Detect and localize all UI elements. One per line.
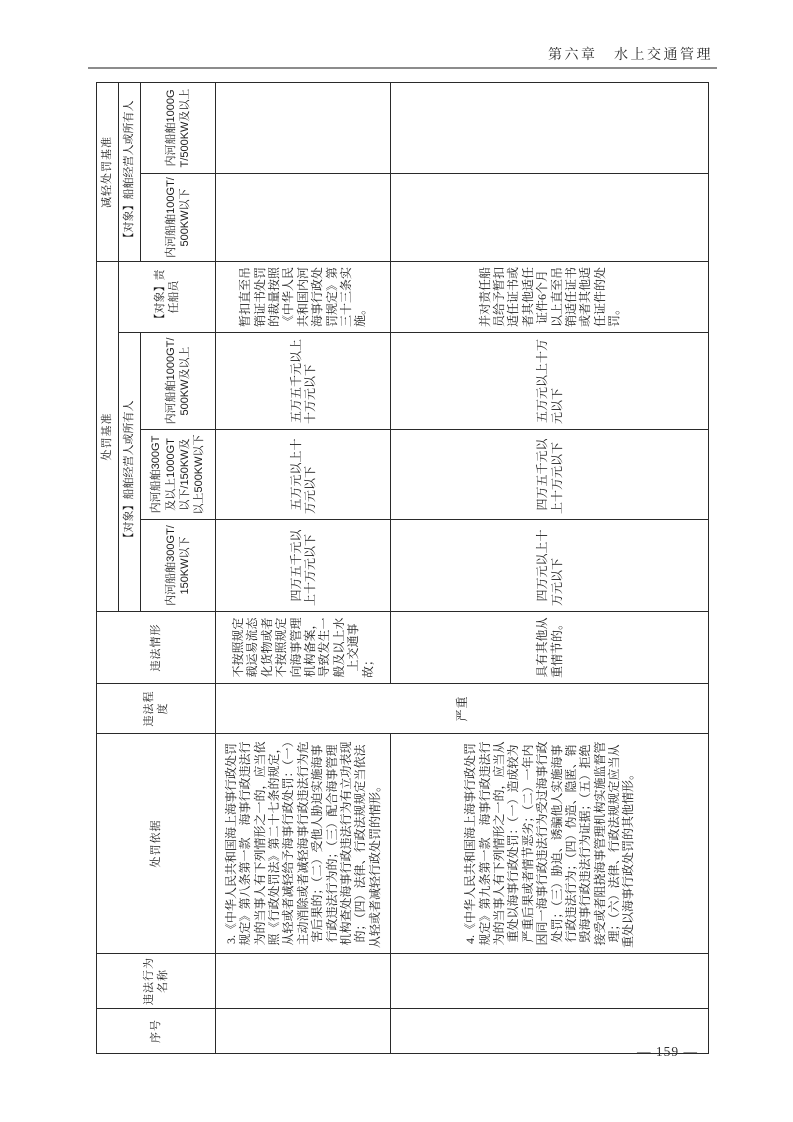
header-violation-circumstance: 违法情形 (97, 612, 216, 684)
header-penalty-basis: 处罚依据 (97, 734, 216, 954)
cell-fine-300-to-1000-r2: 四万五千元以上十万元以下 (391, 430, 709, 520)
cell-reduced-above-r2 (391, 83, 709, 174)
cell-fine-300-to-1000-r1: 五万元以上十万元以下 (216, 430, 391, 520)
header-violation-degree: 违法程度 (97, 684, 216, 734)
cell-reduced-below-r2 (391, 174, 709, 262)
cell-penalty-basis-r1: 3.《中华人民共和国海上海事行政处罚规定》第八条第一款 海事行政违法行为的当事人有下列情形之一的，应当依照《行政处罚法》第二十七条的规定，从轻或者减轻给予海事行政处罚：（一）主动消除或者减轻海事行政违法行为危害后果的；（二）受他人胁迫实施海事行政违法行为的；（三）配合海事管理机构查处海事行政违法行为有立功表现的；（四）法律、行政法规规定当依法从轻或者减轻行政处罚的情形。 (216, 734, 391, 954)
header-serial: 序号 (97, 1009, 216, 1054)
cell-fine-300-below-r2: 四万元以上十万元以下 (391, 520, 709, 612)
header-target-operator: 【对象】船舶经营人或所有人 (119, 333, 141, 612)
page-number: — 159 — (637, 1044, 698, 1059)
chapter-title: 第六章 水上交通管理 (548, 48, 713, 63)
cell-circumstance-r2: 具有其他从重情节的。 (391, 612, 709, 684)
cell-crew-penalty-r2: 并对责任船员给予暂扣适任证书或者其他适任证件6个月以上直至吊销适任证书或者其他适任证件的处罚。 (391, 262, 709, 333)
cell-reduced-below-r1 (216, 174, 391, 262)
cell-name-r1 (216, 954, 391, 1009)
cell-fine-1000-above-r1: 五万五千元以上十万元以下 (216, 333, 391, 430)
table-row (391, 83, 709, 1054)
header-penalty-benchmark-group: 处罚基准 (97, 262, 119, 612)
header-ship-1000-above: 内河船舶1000GT/500KW及以上 (141, 333, 216, 430)
cell-name-r2 (391, 954, 709, 1009)
header-target-crew: 【对象】责任船员 (119, 262, 216, 333)
header-reduced-benchmark-group: 减轻处罚基准 (97, 83, 119, 262)
cell-fine-1000-above-r2: 五万元以上十万元以下 (391, 333, 709, 430)
header-ship-300-below: 内河船舶300GT/150KW以下 (141, 520, 216, 612)
header-reduced-ship-above: 内河船舶1000GT/500KW及以上 (141, 83, 216, 174)
cell-crew-penalty-r1: 暂扣直至吊销证书处罚的裁量按照《中华人民共和国内河海事行政处罚规定》第三十三条实施。 (216, 262, 391, 333)
header-rule (88, 67, 717, 69)
header-reduced-target-operator: 【对象】船舶经营人或所有人 (119, 83, 141, 262)
cell-reduced-above-r1 (216, 83, 391, 174)
landscape-table-wrapper (96, 83, 708, 1054)
header-violation-name: 违法行为名称 (97, 954, 216, 1009)
header-reduced-ship-below: 内河船舶100GT/500KW以下 (141, 174, 216, 262)
cell-fine-300-below-r1: 四万五千元以上十万元以下 (216, 520, 391, 612)
penalty-table (96, 82, 709, 1054)
rotated-table-area (96, 83, 708, 1054)
cell-penalty-basis-r2: 4.《中华人民共和国海上海事行政处罚规定》第九条第一款 海事行政违法行为的当事人有下列情形之一的，应当从重处以海事行政处罚：（一）造成较为严重后果或者情节恶劣；（二）一年内因同一海事行政违法行为受过海事行政处罚；（三）胁迫、诱骗他人实施海事行政违法行为；（四）伪造、隐匿、销毁海事行政违法行为证据；（五）拒绝接受或者阻挠海事管理机构实施监督管理；（六）法律、行政法规规定应当从重处以海事行政处罚的其他情形。 (391, 734, 709, 954)
cell-serial-r1 (216, 1009, 391, 1054)
table-row (216, 83, 391, 1054)
cell-circumstance-r1: 不按照规定载运易流态化货物或者不按照规定向海事管理机构备案，导致发生一般及以上水上交通事故； (216, 612, 391, 684)
header-ship-300-to-1000: 内河船舶300GT及以上1000GT以下/150KW及以上500KW以下 (141, 430, 216, 520)
cell-degree-merged: 严重 (216, 684, 709, 734)
